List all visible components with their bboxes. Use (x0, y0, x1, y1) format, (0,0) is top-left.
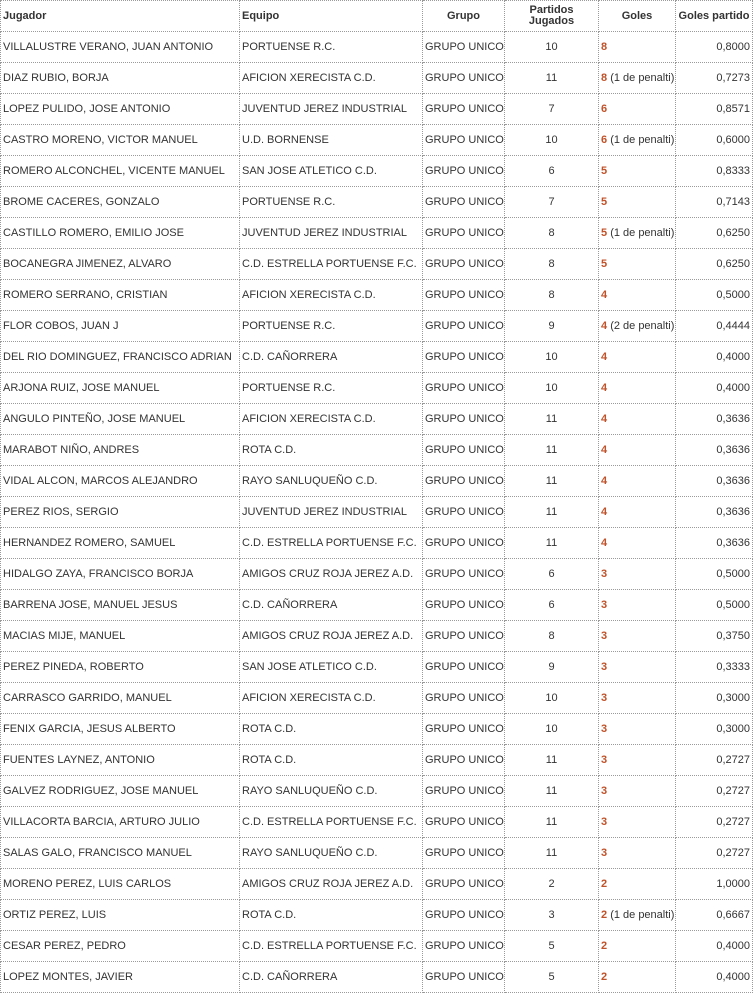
goals-count: 3 (601, 567, 608, 580)
goals-count: 5 (601, 164, 608, 177)
goals-count: 2 (601, 970, 608, 983)
player-name: MORENO PEREZ, LUIS CARLOS (1, 869, 240, 900)
matches-played: 11 (505, 776, 599, 807)
table-row (1, 590, 753, 621)
matches-played: 11 (505, 745, 599, 776)
player-name: LOPEZ MONTES, JAVIER (1, 962, 240, 993)
team-name: C.D. CAÑORRERA (240, 590, 423, 621)
player-name: FLOR COBOS, JUAN J (1, 311, 240, 342)
goals-cell (599, 900, 676, 931)
team-name: ROTA C.D. (240, 900, 423, 931)
player-name: GALVEZ RODRIGUEZ, JOSE MANUEL (1, 776, 240, 807)
table-row (1, 218, 753, 249)
group-name: GRUPO UNICO (423, 280, 505, 311)
team-name: PORTUENSE R.C. (240, 32, 423, 63)
group-name: GRUPO UNICO (423, 528, 505, 559)
team-name: ROTA C.D. (240, 745, 423, 776)
goals-per-game: 0,2727 (676, 776, 753, 807)
table-row (1, 652, 753, 683)
goals-count: 4 (601, 412, 608, 425)
matches-played: 2 (505, 869, 599, 900)
table-row (1, 466, 753, 497)
group-name: GRUPO UNICO (423, 342, 505, 373)
player-name: BROME CACERES, GONZALO (1, 187, 240, 218)
goals-per-game: 0,8333 (676, 156, 753, 187)
table-row (1, 94, 753, 125)
group-name: GRUPO UNICO (423, 776, 505, 807)
team-name: U.D. BORNENSE (240, 125, 423, 156)
table-row (1, 900, 753, 931)
goals-per-game: 0,6250 (676, 218, 753, 249)
group-name: GRUPO UNICO (423, 373, 505, 404)
team-name: C.D. ESTRELLA PORTUENSE F.C. (240, 249, 423, 280)
table-row (1, 32, 753, 63)
goals-cell (599, 869, 676, 900)
team-name: AFICION XERECISTA C.D. (240, 63, 423, 94)
group-name: GRUPO UNICO (423, 125, 505, 156)
goals-cell (599, 962, 676, 993)
goals-per-game: 0,5000 (676, 280, 753, 311)
goals-count: 4 (601, 474, 608, 487)
group-name: GRUPO UNICO (423, 497, 505, 528)
goals-count: 3 (601, 629, 608, 642)
matches-played: 11 (505, 528, 599, 559)
group-name: GRUPO UNICO (423, 249, 505, 280)
penalty-note: (1 de penalti) (610, 908, 675, 921)
matches-played: 11 (505, 838, 599, 869)
player-name: ARJONA RUIZ, JOSE MANUEL (1, 373, 240, 404)
goals-cell (599, 311, 676, 342)
team-name: ROTA C.D. (240, 714, 423, 745)
goals-cell (599, 125, 676, 156)
group-name: GRUPO UNICO (423, 745, 505, 776)
goals-per-game: 0,3000 (676, 714, 753, 745)
goals-cell (599, 559, 676, 590)
player-name: ROMERO SERRANO, CRISTIAN (1, 280, 240, 311)
team-name: JUVENTUD JEREZ INDUSTRIAL (240, 94, 423, 125)
goals-cell (599, 404, 676, 435)
team-name: JUVENTUD JEREZ INDUSTRIAL (240, 497, 423, 528)
table-row (1, 249, 753, 280)
matches-played: 6 (505, 156, 599, 187)
group-name: GRUPO UNICO (423, 435, 505, 466)
goals-cell (599, 435, 676, 466)
player-name: MACIAS MIJE, MANUEL (1, 621, 240, 652)
matches-played: 11 (505, 466, 599, 497)
player-name: SALAS GALO, FRANCISCO MANUEL (1, 838, 240, 869)
goals-per-game: 0,6000 (676, 125, 753, 156)
group-name: GRUPO UNICO (423, 466, 505, 497)
goals-count: 6 (601, 133, 608, 146)
matches-played: 11 (505, 63, 599, 94)
goals-cell (599, 652, 676, 683)
player-name: CASTRO MORENO, VICTOR MANUEL (1, 125, 240, 156)
player-name: VIDAL ALCON, MARCOS ALEJANDRO (1, 466, 240, 497)
matches-played: 11 (505, 497, 599, 528)
team-name: RAYO SANLUQUEÑO C.D. (240, 776, 423, 807)
penalty-note: (1 de penalti) (610, 71, 675, 84)
player-name: BARRENA JOSE, MANUEL JESUS (1, 590, 240, 621)
group-name: GRUPO UNICO (423, 683, 505, 714)
header-goals[interactable]: Goles (599, 1, 676, 32)
matches-played: 11 (505, 435, 599, 466)
table-row (1, 869, 753, 900)
matches-played: 7 (505, 94, 599, 125)
goals-cell (599, 466, 676, 497)
goals-cell (599, 745, 676, 776)
header-played[interactable]: Partidos Jugados (505, 1, 599, 32)
team-name: AMIGOS CRUZ ROJA JEREZ A.D. (240, 621, 423, 652)
table-row (1, 931, 753, 962)
table-row (1, 125, 753, 156)
goals-cell (599, 683, 676, 714)
goals-cell (599, 776, 676, 807)
goals-count: 6 (601, 102, 608, 115)
table-row (1, 311, 753, 342)
goals-per-game: 0,4000 (676, 373, 753, 404)
table-row (1, 528, 753, 559)
group-name: GRUPO UNICO (423, 218, 505, 249)
group-name: GRUPO UNICO (423, 32, 505, 63)
goals-per-game: 0,6667 (676, 900, 753, 931)
player-name: CESAR PEREZ, PEDRO (1, 931, 240, 962)
group-name: GRUPO UNICO (423, 94, 505, 125)
goals-per-game: 0,3636 (676, 528, 753, 559)
group-name: GRUPO UNICO (423, 187, 505, 218)
goals-cell (599, 218, 676, 249)
goals-count: 4 (601, 350, 608, 363)
matches-played: 10 (505, 373, 599, 404)
table-row (1, 342, 753, 373)
goals-per-game: 0,3333 (676, 652, 753, 683)
group-name: GRUPO UNICO (423, 931, 505, 962)
matches-played: 11 (505, 807, 599, 838)
player-name: CASTILLO ROMERO, EMILIO JOSE (1, 218, 240, 249)
goals-cell (599, 528, 676, 559)
goals-per-game: 0,5000 (676, 590, 753, 621)
group-name: GRUPO UNICO (423, 652, 505, 683)
table-row (1, 435, 753, 466)
player-name: VILLACORTA BARCIA, ARTURO JULIO (1, 807, 240, 838)
matches-played: 9 (505, 652, 599, 683)
goals-cell (599, 497, 676, 528)
table-row (1, 807, 753, 838)
goals-per-game: 0,4000 (676, 342, 753, 373)
goals-cell (599, 63, 676, 94)
player-name: FENIX GARCIA, JESUS ALBERTO (1, 714, 240, 745)
goals-count: 3 (601, 722, 608, 735)
table-row (1, 156, 753, 187)
team-name: RAYO SANLUQUEÑO C.D. (240, 838, 423, 869)
goals-count: 8 (601, 40, 608, 53)
team-name: AFICION XERECISTA C.D. (240, 280, 423, 311)
goals-count: 5 (601, 226, 608, 239)
goals-per-game: 0,7143 (676, 187, 753, 218)
matches-played: 8 (505, 280, 599, 311)
goals-per-game: 0,6250 (676, 249, 753, 280)
goals-cell (599, 931, 676, 962)
goals-count: 3 (601, 598, 608, 611)
table-row (1, 559, 753, 590)
table-row (1, 373, 753, 404)
goals-per-game: 0,2727 (676, 745, 753, 776)
goals-count: 2 (601, 939, 608, 952)
goals-per-game: 0,4444 (676, 311, 753, 342)
goals-count: 3 (601, 784, 608, 797)
table-row (1, 187, 753, 218)
player-name: PEREZ PINEDA, ROBERTO (1, 652, 240, 683)
goals-count: 4 (601, 319, 608, 332)
matches-played: 11 (505, 404, 599, 435)
header-group[interactable]: Grupo (423, 1, 505, 32)
goals-per-game: 0,2727 (676, 838, 753, 869)
player-name: ROMERO ALCONCHEL, VICENTE MANUEL (1, 156, 240, 187)
header-row (1, 1, 753, 32)
player-name: VILLALUSTRE VERANO, JUAN ANTONIO (1, 32, 240, 63)
goals-per-game: 0,3750 (676, 621, 753, 652)
matches-played: 8 (505, 249, 599, 280)
matches-played: 7 (505, 187, 599, 218)
matches-played: 8 (505, 621, 599, 652)
team-name: PORTUENSE R.C. (240, 187, 423, 218)
group-name: GRUPO UNICO (423, 156, 505, 187)
goals-cell (599, 187, 676, 218)
goals-per-game: 0,4000 (676, 931, 753, 962)
player-name: LOPEZ PULIDO, JOSE ANTONIO (1, 94, 240, 125)
player-name: HIDALGO ZAYA, FRANCISCO BORJA (1, 559, 240, 590)
goals-cell (599, 280, 676, 311)
team-name: AMIGOS CRUZ ROJA JEREZ A.D. (240, 559, 423, 590)
goals-count: 2 (601, 877, 608, 890)
player-name: BOCANEGRA JIMENEZ, ALVARO (1, 249, 240, 280)
goals-per-game: 0,2727 (676, 807, 753, 838)
group-name: GRUPO UNICO (423, 63, 505, 94)
matches-played: 5 (505, 931, 599, 962)
player-name: CARRASCO GARRIDO, MANUEL (1, 683, 240, 714)
group-name: GRUPO UNICO (423, 714, 505, 745)
table-row (1, 776, 753, 807)
matches-played: 10 (505, 683, 599, 714)
goals-count: 3 (601, 815, 608, 828)
goals-count: 3 (601, 846, 608, 859)
group-name: GRUPO UNICO (423, 621, 505, 652)
player-name: MARABOT NIÑO, ANDRES (1, 435, 240, 466)
team-name: JUVENTUD JEREZ INDUSTRIAL (240, 218, 423, 249)
goals-per-game: 0,7273 (676, 63, 753, 94)
goals-cell (599, 590, 676, 621)
goals-per-game: 1,0000 (676, 869, 753, 900)
table-row (1, 714, 753, 745)
penalty-note: (1 de penalti) (610, 133, 675, 146)
goals-count: 8 (601, 71, 608, 84)
matches-played: 6 (505, 590, 599, 621)
penalty-note: (1 de penalti) (610, 226, 675, 239)
goals-count: 3 (601, 691, 608, 704)
group-name: GRUPO UNICO (423, 404, 505, 435)
player-name: HERNANDEZ ROMERO, SAMUEL (1, 528, 240, 559)
goals-cell (599, 373, 676, 404)
team-name: SAN JOSE ATLETICO C.D. (240, 156, 423, 187)
goals-per-game: 0,3636 (676, 435, 753, 466)
goals-per-game: 0,3636 (676, 497, 753, 528)
goals-count: 3 (601, 753, 608, 766)
goals-per-game: 0,3636 (676, 404, 753, 435)
team-name: C.D. CAÑORRERA (240, 342, 423, 373)
matches-played: 5 (505, 962, 599, 993)
goals-count: 2 (601, 908, 608, 921)
goals-per-game: 0,3636 (676, 466, 753, 497)
matches-played: 3 (505, 900, 599, 931)
team-name: ROTA C.D. (240, 435, 423, 466)
table-row (1, 63, 753, 94)
table-row (1, 280, 753, 311)
goals-per-game: 0,8000 (676, 32, 753, 63)
team-name: PORTUENSE R.C. (240, 311, 423, 342)
player-name: ANGULO PINTEÑO, JOSE MANUEL (1, 404, 240, 435)
matches-played: 10 (505, 125, 599, 156)
goals-count: 3 (601, 660, 608, 673)
goals-count: 5 (601, 257, 608, 270)
matches-played: 10 (505, 342, 599, 373)
goals-cell (599, 621, 676, 652)
table-row (1, 497, 753, 528)
player-name: FUENTES LAYNEZ, ANTONIO (1, 745, 240, 776)
team-name: C.D. CAÑORRERA (240, 962, 423, 993)
goals-cell (599, 342, 676, 373)
table-header (1, 1, 753, 32)
goals-cell (599, 249, 676, 280)
group-name: GRUPO UNICO (423, 869, 505, 900)
team-name: C.D. ESTRELLA PORTUENSE F.C. (240, 807, 423, 838)
group-name: GRUPO UNICO (423, 838, 505, 869)
goals-cell (599, 94, 676, 125)
player-name: ORTIZ PEREZ, LUIS (1, 900, 240, 931)
goals-count: 4 (601, 505, 608, 518)
group-name: GRUPO UNICO (423, 900, 505, 931)
goals-per-game: 0,3000 (676, 683, 753, 714)
team-name: C.D. ESTRELLA PORTUENSE F.C. (240, 528, 423, 559)
team-name: AFICION XERECISTA C.D. (240, 683, 423, 714)
group-name: GRUPO UNICO (423, 559, 505, 590)
team-name: PORTUENSE R.C. (240, 373, 423, 404)
header-team[interactable]: Equipo (240, 1, 423, 32)
matches-played: 9 (505, 311, 599, 342)
player-name: DEL RIO DOMINGUEZ, FRANCISCO ADRIAN (1, 342, 240, 373)
goals-per-game: 0,5000 (676, 559, 753, 590)
table-row (1, 838, 753, 869)
table-body (1, 32, 753, 993)
group-name: GRUPO UNICO (423, 807, 505, 838)
team-name: AMIGOS CRUZ ROJA JEREZ A.D. (240, 869, 423, 900)
table-row (1, 745, 753, 776)
goals-per-game: 0,4000 (676, 962, 753, 993)
goals-count: 4 (601, 381, 608, 394)
matches-played: 10 (505, 714, 599, 745)
goals-cell (599, 714, 676, 745)
matches-played: 8 (505, 218, 599, 249)
table-row (1, 683, 753, 714)
goals-count: 5 (601, 195, 608, 208)
goals-cell (599, 807, 676, 838)
player-name: PEREZ RIOS, SERGIO (1, 497, 240, 528)
matches-played: 6 (505, 559, 599, 590)
table-row (1, 962, 753, 993)
team-name: C.D. ESTRELLA PORTUENSE F.C. (240, 931, 423, 962)
header-player[interactable]: Jugador (1, 1, 240, 32)
goals-count: 4 (601, 536, 608, 549)
matches-played: 10 (505, 32, 599, 63)
group-name: GRUPO UNICO (423, 311, 505, 342)
goals-cell (599, 32, 676, 63)
goals-count: 4 (601, 288, 608, 301)
table-row (1, 404, 753, 435)
team-name: SAN JOSE ATLETICO C.D. (240, 652, 423, 683)
group-name: GRUPO UNICO (423, 590, 505, 621)
team-name: AFICION XERECISTA C.D. (240, 404, 423, 435)
player-name: DIAZ RUBIO, BORJA (1, 63, 240, 94)
goals-cell (599, 156, 676, 187)
team-name: RAYO SANLUQUEÑO C.D. (240, 466, 423, 497)
table-row (1, 621, 753, 652)
goals-per-game: 0,8571 (676, 94, 753, 125)
goals-cell (599, 838, 676, 869)
group-name: GRUPO UNICO (423, 962, 505, 993)
goals-count: 4 (601, 443, 608, 456)
penalty-note: (2 de penalti) (610, 319, 675, 332)
header-goals-per-game[interactable]: Goles partido (676, 1, 753, 32)
